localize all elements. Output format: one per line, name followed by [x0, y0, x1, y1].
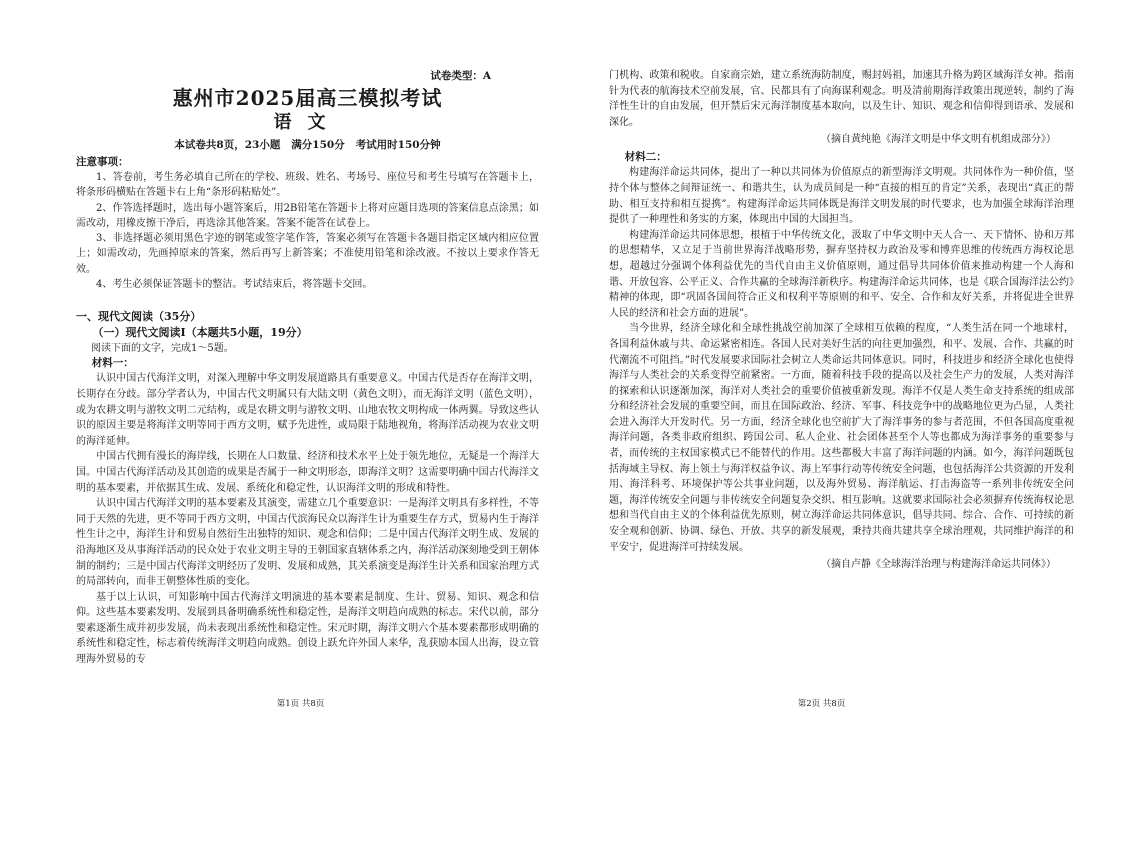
- material-2-source: （摘自卢静《全球海洋治理与构建海洋命运共同体》）: [821, 559, 1056, 571]
- notice-item-4: 4、考生必须保证答题卡的整洁。考试结束后，将答题卡交回。: [96, 279, 373, 291]
- subject-title: 语文: [273, 112, 342, 133]
- notice-item-1: 1、答卷前，考生务必填自己所在的学校、班级、姓名、考场号、座位号和考生号填写在答题卡上，将条形码横贴在答题卡右上角“条形码粘贴处”。: [76, 172, 539, 199]
- material-2-label: 材料二：: [624, 151, 667, 164]
- subsection-title: （一）现代文阅读Ⅰ（本题共5小题，19分）: [92, 326, 308, 340]
- section-title: 一、现代文阅读（35分）: [76, 310, 202, 324]
- material-2-paragraph-2: 构建海洋命运共同体思想，根植于中华传统文化，汲取了中华文明中天人合一、天下情怀、协和万邦的思想精华，又立足于当前世界海洋战略形势，摒弃坚持权力政治及零和博弈思维的传统西方海权论思想，超越过分强调个体利益优先的当代自由主义价值原则，通过倡导共同体价值来推动构建一个人海和谐、开放包容、公平正义、合作共赢的全球海洋新秩序。构建海洋命运共同体，也是《联合国海洋法公约》精神的体现，即“巩固各国间符合正义和权利平等原则的和平、安全、合作和友好关系，并将促进全世界人民的经济和社会方面的进展”。: [609, 229, 1074, 319]
- page-footer-right: 第2页 共8页: [797, 699, 846, 709]
- notice-heading: 注意事项：: [76, 156, 129, 168]
- material-1-source: （摘自黄纯艳《海洋文明是中华文明有机组成部分》）: [821, 134, 1056, 146]
- exam-info-line: 本试卷共8页，23小题 满分150分 考试用时150分钟: [174, 139, 441, 151]
- material-1-continuation: 门机构、政策和税收。自家商宗始，建立系统海防制度，赐封妈祖，加速其升格为跨区域海洋女神。指南针为代表的航海技术空前发展，官、民都具有了向海谋利观念。明及清前期海洋政策出现逆转，制约了海洋性生计的自由发展，但开禁后宋元海洋制度基本取向，以及生计、知识、观念和信仰得到语承、发展和深化。: [609, 70, 1074, 128]
- exam-type-label: 试卷类型：A: [430, 70, 491, 82]
- material-1-paragraph-3: 认识中国古代海洋文明的基本要素及其演变，需建立几个重要意识：一是海洋文明具有多样性，不等同于天然的先进，更不等同于西方文明，中国古代滨海民众以海洋生计为重要生存方式，贸易内生于海洋性生计之中，海洋生计和贸易自然衍生出独特的知识、观念和信仰；二是中国古代海洋文明生成、发展的沿海地区及从事海洋活动的民众处于农业文明主导的王朝国家直辖体系之内，海洋活动深刻地受到王朝体制的制约；三是中国古代海洋文明经历了发明、发展和成熟，其关系演变是海洋生计关系和国家治理方式的局部转向，而非王朝整体性质的变化。: [76, 498, 539, 588]
- material-1-paragraph-4: 基于以上认识，可知影响中国古代海洋文明演进的基本要素是制度、生计、贸易、知识、观念和信仰。这些基本要素发明、发展到具备明确系统性和稳定性，是海洋文明趋向成熟的标志。宋代以前，部分要素逐渐生成并初步发展，尚未表现出系统性和稳定性。宋元时期，海洋文明六个基本要素都形成明确的系统性和稳定性，标志着传统海洋文明趋向成熟。创设上跃允许外国人来华，乱获励本国人出海，设立管理海外贸易的专: [76, 591, 539, 666]
- reading-instruction: 阅读下面的文字，完成1～5题。: [91, 343, 234, 355]
- material-2-paragraph-1: 构建海洋命运共同体，提出了一种以共同体为价值原点的新型海洋文明观。共同体作为一种价值，坚持个体与整体之间辩证统一、和谐共生，认为成员间是一种“直接的相互的肯定”关系，表现出“真正的帮助、相互支持和相互提携”。构建海洋命运共同体既是海洋文明发展的时代要求，也为加强全球海洋治理提供了一种理性和务实的方案，体现出中国的大国担当。: [609, 167, 1074, 226]
- notice-item-2: 2、作答选择题时，选出每小题答案后，用2B铅笔在答题卡上将对应题目选项的答案信息点涂黑；如需改动，用橡皮擦干净后，再选涂其他答案。答案不能答在试卷上。: [76, 202, 539, 229]
- material-1-label: 材料一：: [91, 357, 134, 370]
- notice-item-3: 3、非选择题必须用黑色字迹的钢笔或签字笔作答，答案必须写在答题卡各题目指定区域内相应位置上；如需改动，先画掉原来的答案，然后再写上新答案；不准使用铅笔和涂改液。不按以上要求作答无效。: [76, 233, 539, 275]
- page-footer-left: 第1页 共8页: [276, 699, 325, 709]
- exam-title: 惠州市2025届高三模拟考试: [172, 86, 443, 110]
- material-2-paragraph-3: 当今世界，经济全球化和全球性挑战空前加深了全球相互依赖的程度，“人类生活在同一个地球村，各国利益休戚与共、命运紧密相连。各国人民对美好生活的向往更加强烈，和平、发展、合作、共赢的时代潮流不可阻挡。”时代发展要求国际社会树立人类命运共同体意识。同时，科技进步和经济全球化也使得海洋与人类社会的关系变得空前紧密。一方面，随着科技手段的提高以及社会生产力的发展，人类对海洋的探索和认识逐渐加深，海洋对人类社会的重要价值被重新发现。海洋不仅是人类生命支持系统的组成部分和经济社会发展的重要空间，而且在国际政治、经济、军事、科技竞争中的战略地位更为凸显，人类社会进入海洋大开发时代。另一方面，经济全球化也空前扩大了海洋事务的参与者范围，不但各国高度重视海洋问题，各类非政府组织、跨国公司、私人企业、社会团体甚至个人等也都成为海洋事务的重要参与者，而传统的主权国家模式已不能替代的作用。这些都极大丰富了海洋问题的内涵。如今，海洋问题既包括海域主导权、海上领土与海洋权益争议、海上军事行动等传统安全问题，也包括海洋公共资源的开发利用、海洋科考、环境保护等公共事业问题，以及海外贸易、海洋航运、打击海盗等一系列非传统安全问题，海洋传统安全问题与非传统安全问题复杂交织、相互影响。这就要求国际社会必须摒弃传统海权论思想和当代自由主义的个体利益优先原则，树立海洋命运共同体意识，倡导共同、综合、合作、可持续的新安全观和创新、协调、绿色、开放、共享的新发展观，秉持共商共建共享全球治理观，共同维护海洋的和平安宁，促进海洋可持续发展。: [609, 323, 1074, 553]
- material-1-paragraph-2: 中国古代拥有漫长的海岸线，长期在人口数量、经济和技术水平上处于领先地位，无疑是一个海洋大国。中国古代海洋活动及其创造的成果是否属于一种文明形态，即海洋文明？这需要明确中国古代海洋文明的基本要素，并依据其生成、发展、系统化和稳定性，认识海洋文明的形成和特性。: [76, 451, 539, 494]
- material-1-paragraph-1: 认识中国古代海洋文明，对深入理解中华文明发展道路具有重要意义。中国古代是否存在海洋文明，长期存在分歧。部分学者认为，中国古代文明属只有大陆文明（黄色文明），而无海洋文明（蓝色文明），或为农耕文明与游牧文明二元结构，或是农耕文明与游牧文明、山地农牧文明构成一体两翼。导致这些认识的原因主要是将海洋文明等同于西方文明，赋予先进性，或局限于陆地视角，将海洋活动视为农业文明的海洋延伸。: [76, 373, 539, 447]
- page-right: [561, 0, 1122, 863]
